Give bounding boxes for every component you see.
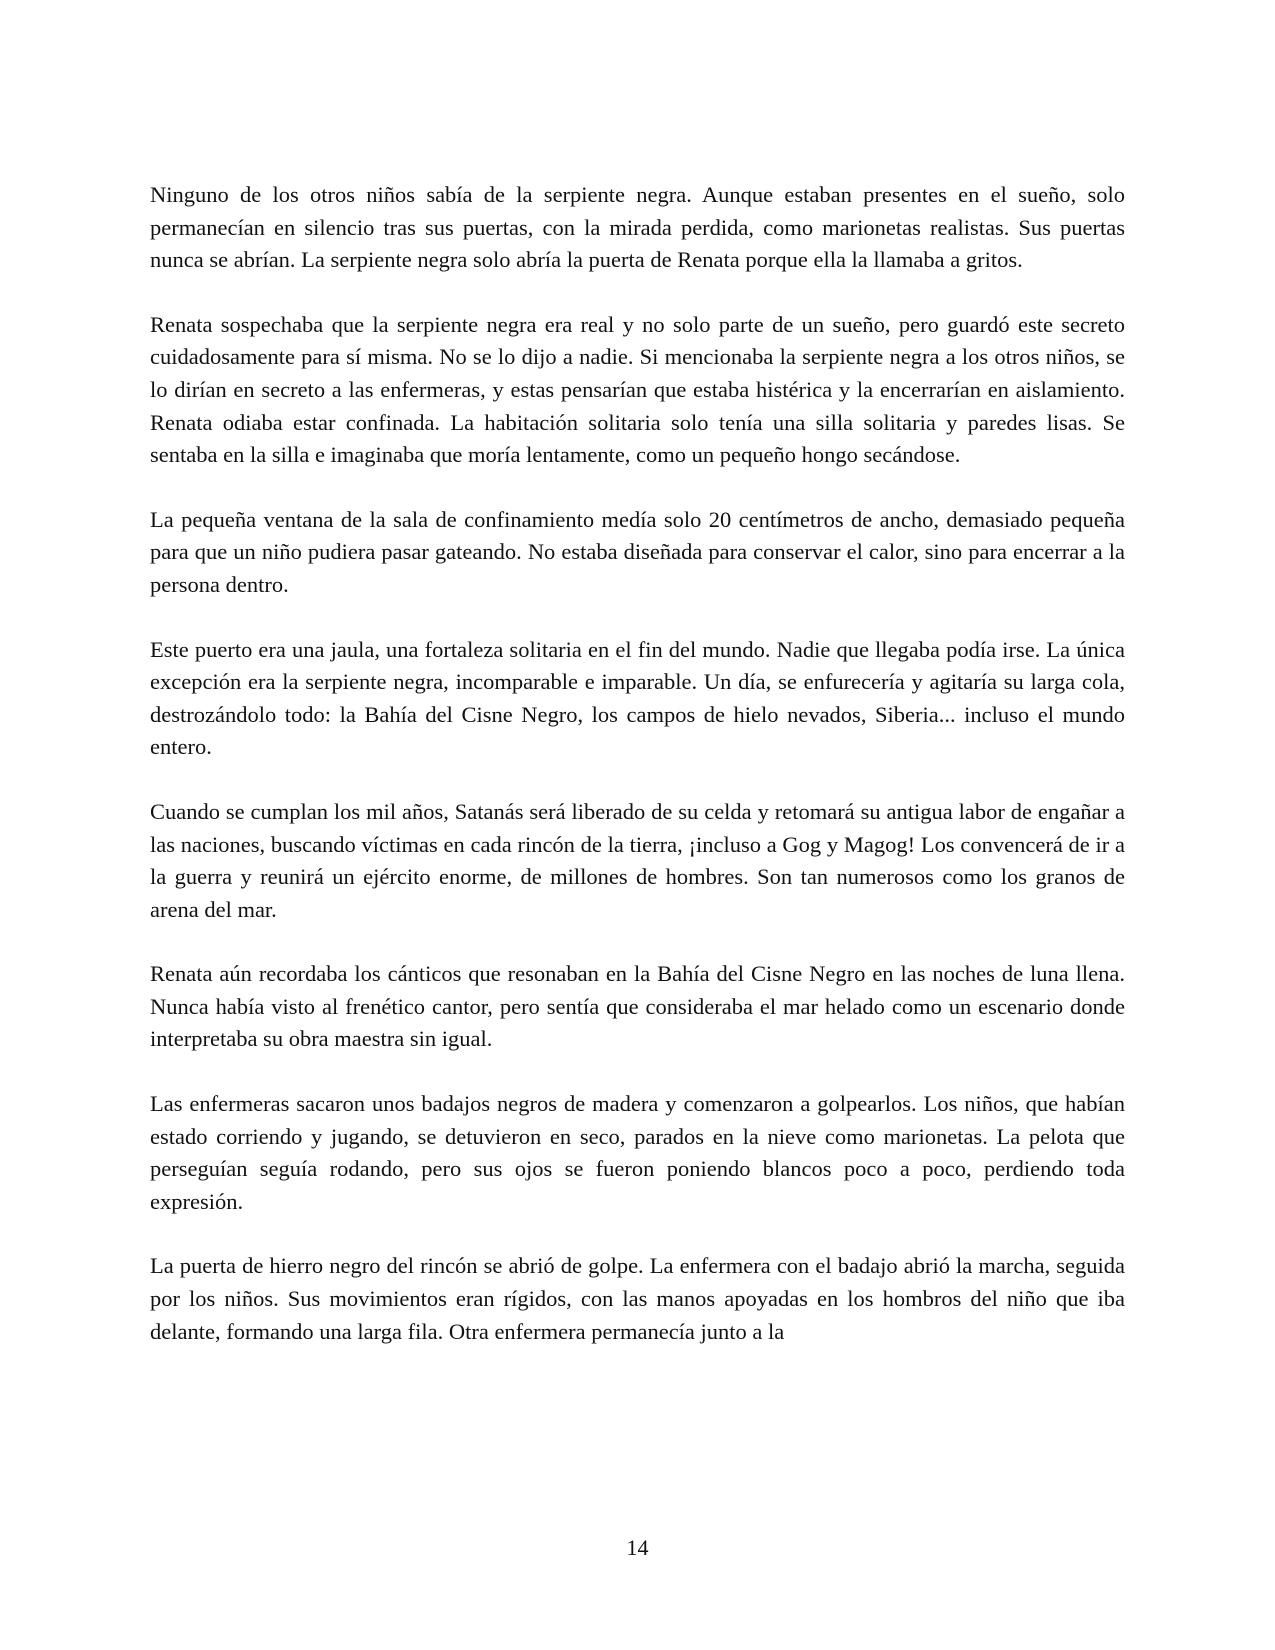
paragraph-1: Ninguno de los otros niños sabía de la serpiente negra. Aunque estaban presentes en el sueño, solo permanecían en silencio tras sus puertas, con la mirada perdida, como marionetas realistas. Sus puertas nunca se abrían. La serpiente negra solo abría la puerta de Renata porque ella la llamaba a gritos.: [150, 182, 1125, 273]
paragraph-5: Cuando se cumplan los mil años, Satanás será liberado de su celda y retomará su antigua labor de engañar a las naciones, buscando víctimas en cada rincón de la tierra, ¡incluso a Gog y Magog! Los convencerá de ir a la guerra y reunirá un ejército enorme, de millones de hombres. Son tan numerosos como los granos de arena del mar.: [150, 798, 1125, 922]
paragraph-6: Renata aún recordaba los cánticos que resonaban en la Bahía del Cisne Negro en las noches de luna llena. Nunca había visto al frenético cantor, pero sentía que consideraba el mar helado como un escenario donde interpretaba su obra maestra sin igual.: [150, 961, 1125, 1052]
paragraph-7: Las enfermeras sacaron unos badajos negros de madera y comenzaron a golpearlos. Los niños, que habían estado corriendo y jugando, se detuvieron en seco, parados en la nieve como marionetas. La pelota que perseguían seguía rodando, pero sus ojos se fueron poniendo blancos poco a poco, perdiendo toda expresión.: [150, 1091, 1125, 1214]
paragraph-3: La pequeña ventana de la sala de confinamiento medía solo 20 centímetros de ancho, demasiado pequeña para que un niño pudiera pasar gateando. No estaba diseñada para conservar el calor, sino para encerrar a la persona dentro.: [150, 506, 1125, 597]
page-number: 14: [626, 1535, 649, 1560]
paragraph-8: La puerta de hierro negro del rincón se abrió de golpe. La enfermera con el badajo abrió la marcha, seguida por los niños. Sus movimientos eran rígidos, con las manos apoyadas en los hombros del niño que iba delante, formando una larga fila. Otra enfermera permanecía junto a la: [150, 1253, 1125, 1344]
body-text: [150, 179, 1125, 1380]
paragraph-2: Renata sospechaba que la serpiente negra era real y no solo parte de un sueño, pero guardó este secreto cuidadosamente para sí misma. No se lo dijo a nadie. Si mencionaba la serpiente negra a los otros niños, se lo dirían en secreto a las enfermeras, y estas pensarían que estaba histérica y la encerrarían en aislamiento. Renata odiaba estar confinada. La habitación solitaria solo tenía una silla solitaria y paredes lisas. Se sentaba en la silla e imaginaba que moría lentamente, como un pequeño hongo secándose.: [150, 311, 1125, 468]
paragraph-4: Este puerto era una jaula, una fortaleza solitaria en el fin del mundo. Nadie que llegaba podía irse. La única excepción era la serpiente negra, incomparable e imparable. Un día, se enfurecería y agitaría su larga cola, destrozándolo todo: la Bahía del Cisne Negro, los campos de hielo nevados, Siberia... incluso el mundo entero.: [150, 636, 1125, 760]
